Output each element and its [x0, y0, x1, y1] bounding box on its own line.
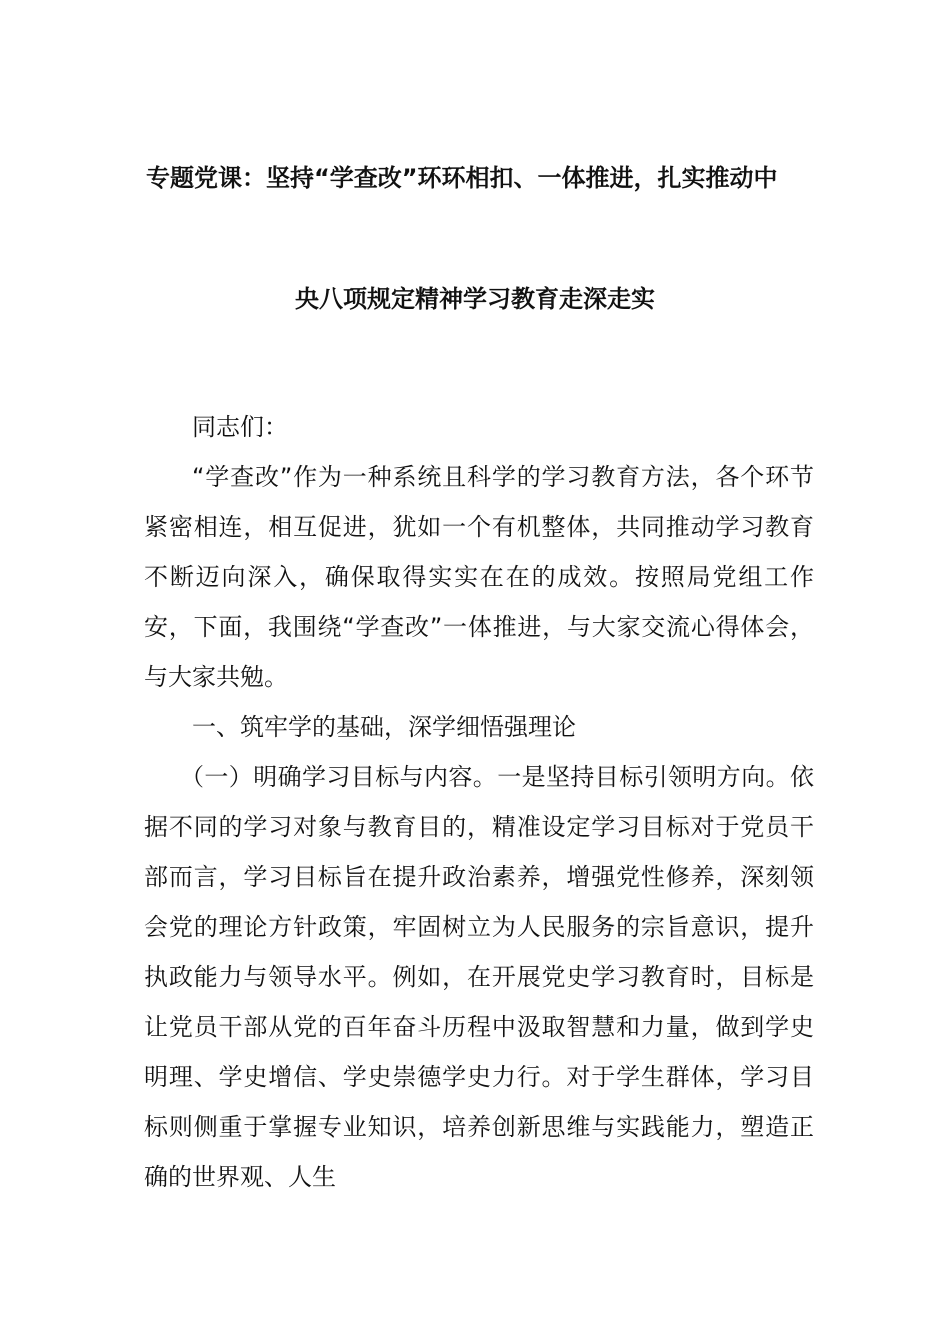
section-heading-1: 一、筑牢学的基础，深学细悟强理论 — [192, 713, 576, 741]
subsection-paragraph-1: （一）明确学习目标与内容。一是坚持目标引领明方向。依据不同的学习对象与教育目的，精准设定学习目标对于党员干部而言，学习目标旨在提升政治素养，增强党性修养，深刻领会党的理论方针政策，牢固树立为人民服务的宗旨意识，提升执政能力与领导水平。例如，在开展党史学习教育时，目标是让党员干部从党的百年奋斗历程中汲取智慧和力量，做到学史明理、学史增信、学史崇德学史力行。对于学生群体，学习目标则侧重于掌握专业知识，培养创新思维与实践能力，塑造正确的世界观、人生 — [144, 763, 814, 1191]
document-body — [144, 402, 814, 1202]
paragraph-intro: “学查改”作为一种系统且科学的学习教育方法，各个环节紧密相连，相互促进，犹如一个有机整体，共同推动学习教育不断迈向深入，确保取得实实在在的成效。按照局党组工作安，下面，我围绕“学查改”一体推进，与大家交流心得体会，与大家共勉。 — [144, 463, 814, 691]
document-title-line-1: 专题党课：坚持“学查改”环环相扣、一体推进，扎实推动中 — [146, 164, 778, 192]
document-title-line-2: 央八项规定精神学习教育走深走实 — [295, 285, 655, 313]
salutation: 同志们： — [192, 413, 288, 441]
